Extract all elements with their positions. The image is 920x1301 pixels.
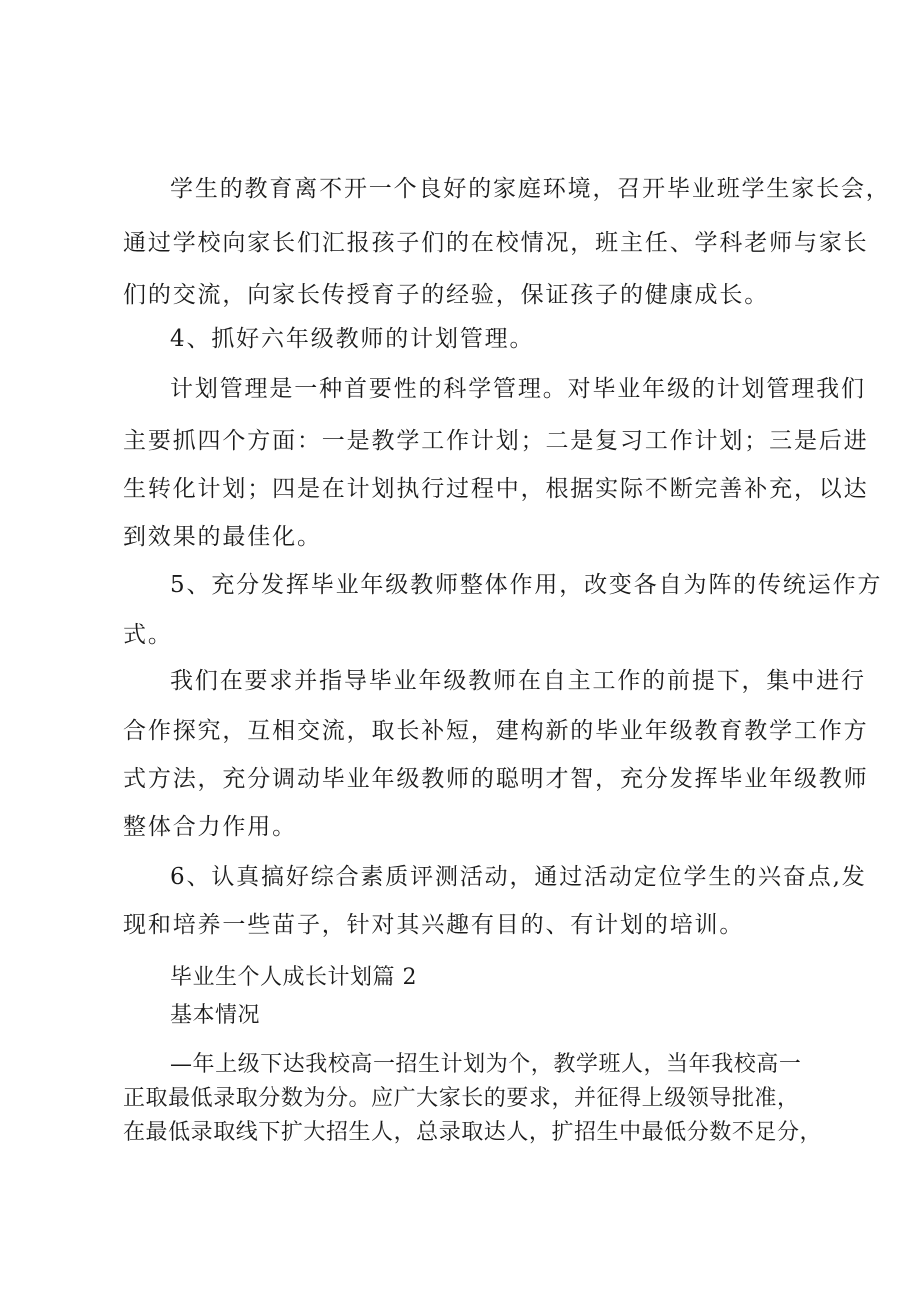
text-line: 整体合力作用。 bbox=[123, 814, 297, 840]
text-line: 到效果的最佳化。 bbox=[123, 524, 322, 550]
text-line: 合作探究，互相交流，取长补短，建构新的毕业年级教育教学工作方 bbox=[123, 718, 869, 744]
text-line: 5、充分发挥毕业年级教师整体作用，改变各自为阵的传统运作方 bbox=[170, 572, 883, 598]
text-line: 主要抓四个方面：一是教学工作计划；二是复习工作计划；三是后进 bbox=[123, 428, 869, 454]
text-line: 式方法，充分调动毕业年级教师的聪明才智，充分发挥毕业年级教师 bbox=[123, 766, 869, 792]
text-line: 生转化计划；四是在计划执行过程中，根据实际不断完善补充，以达 bbox=[123, 476, 869, 502]
text-line: 式。 bbox=[123, 622, 173, 648]
text-line: 我们在要求并指导毕业年级教师在自主工作的前提下，集中进行 bbox=[170, 668, 866, 694]
text-line: 6、认真搞好综合素质评测活动，通过活动定位学生的兴奋点,发 bbox=[170, 864, 867, 890]
text-line: 正取最低录取分数为分。应广大家长的要求，并征得上级领导批准， bbox=[123, 1086, 800, 1111]
text-line: 在最低录取线下扩大招生人，总录取达人，扩招生中最低分数不足分， bbox=[123, 1120, 823, 1145]
text-line: 们的交流，向家长传授育子的经验，保证孩子的健康成长。 bbox=[123, 282, 770, 308]
text-line: 通过学校向家长们汇报孩子们的在校情况，班主任、学科老师与家长 bbox=[123, 230, 869, 256]
text-line: —年上级下达我校高一招生计划为个，教学班人，当年我校高一 bbox=[170, 1052, 802, 1077]
text-line: 现和培养一些苗子，针对其兴趣有目的、有计划的培训。 bbox=[123, 912, 745, 938]
subsection-title: 基本情况 bbox=[170, 1003, 261, 1028]
text-line: 学生的教育离不开一个良好的家庭环境，召开毕业班学生家长会， bbox=[170, 176, 891, 202]
text-line: 计划管理是一种首要性的科学管理。对毕业年级的计划管理我们 bbox=[170, 376, 866, 402]
section-title: 毕业生个人成长计划篇 2 bbox=[170, 965, 417, 990]
text-line: 4、抓好六年级教师的计划管理。 bbox=[170, 326, 535, 352]
